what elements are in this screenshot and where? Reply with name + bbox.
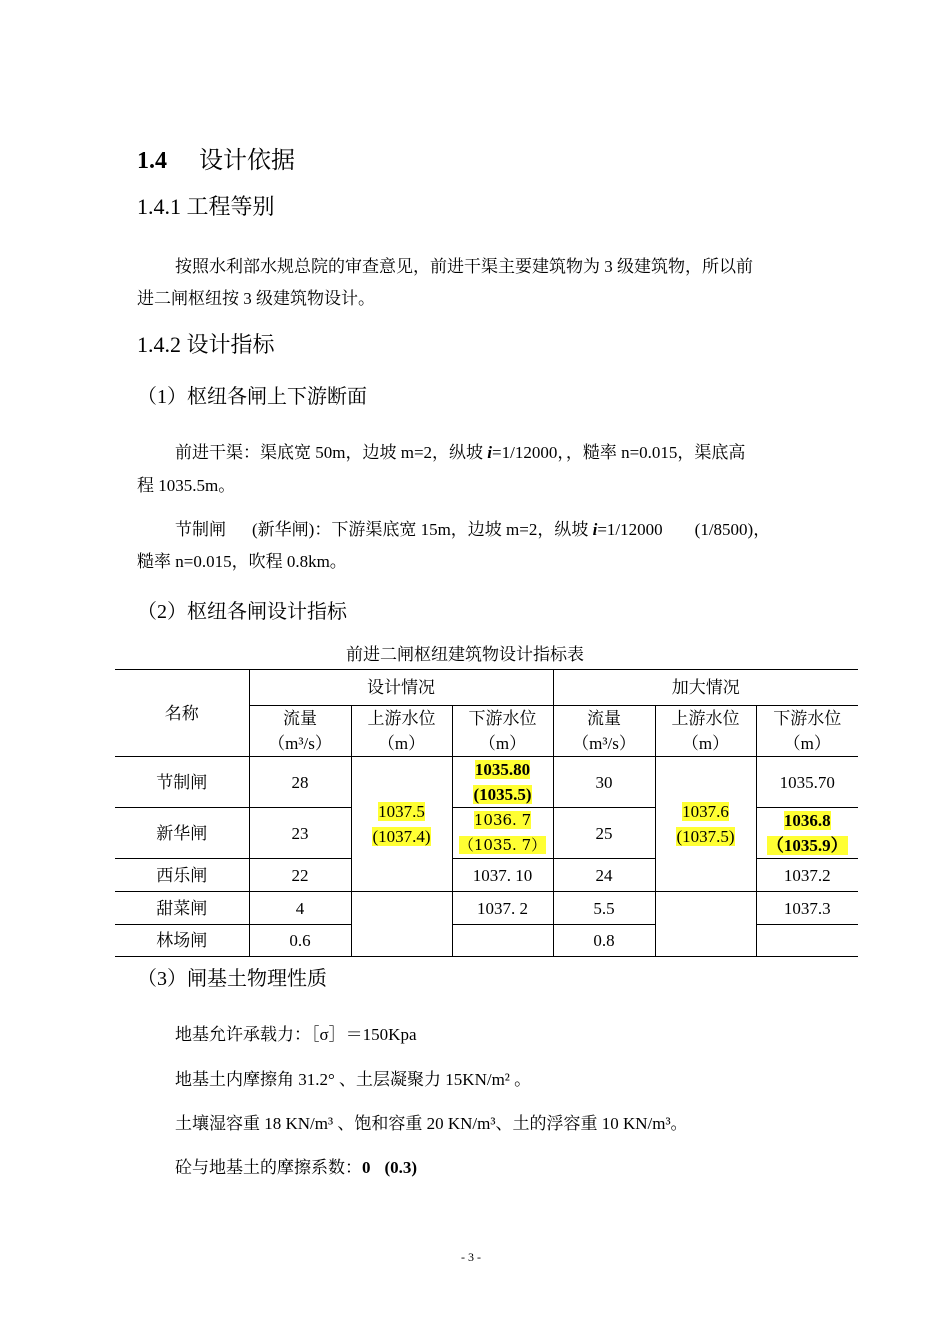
text-run: =1/12000，，糙率 n=0.015，渠底高 bbox=[492, 443, 746, 462]
section-title: 设计依据 bbox=[199, 148, 295, 174]
text-run: 前进干渠：渠底宽 50m，边坡 m=2，纵坡 bbox=[175, 443, 488, 462]
header-downstream-level: 下游水位 （m） bbox=[756, 706, 858, 757]
paragraph-line: 进二闸枢纽按 3 级建筑物设计。 bbox=[137, 289, 375, 308]
gate-name: 西乐闸 bbox=[115, 859, 249, 892]
soil-property-line: 地基允许承载力：［σ］＝150Kpa bbox=[175, 1025, 417, 1044]
downstream-cell: 1037. 2 bbox=[452, 892, 553, 925]
gate-name: 林场闸 bbox=[115, 925, 249, 957]
friction-value: 0 bbox=[362, 1158, 371, 1177]
slope-symbol: i bbox=[592, 520, 598, 539]
header-enlarged-group: 加大情况 bbox=[553, 670, 858, 706]
subsection-heading: （1）枢纽各闸上下游断面 bbox=[137, 386, 367, 408]
soil-property-line: 土壤湿容重 18 KN/m³ 、饱和容重 20 KN/m³、土的浮容重 10 KN/m³。 bbox=[175, 1114, 688, 1133]
flow-cell: 0.8 bbox=[553, 925, 655, 957]
paragraph-line: 程 1035.5m。 bbox=[137, 476, 236, 495]
header-upstream-level: 上游水位 （m） bbox=[655, 706, 756, 757]
downstream-cell: 1037.2 bbox=[756, 859, 858, 892]
flow-cell: 5.5 bbox=[553, 892, 655, 925]
text-run: 节制闸 bbox=[175, 520, 226, 539]
flow-cell: 4 bbox=[249, 892, 351, 925]
design-upstream-merged: 1037.5 (1037.4) bbox=[351, 757, 452, 892]
section-heading-1-4-2: 1.4.2 设计指标 bbox=[137, 332, 275, 357]
page-number: - 3 - bbox=[461, 1250, 481, 1264]
header-name: 名称 bbox=[115, 670, 249, 757]
text-run: =1/12000 bbox=[597, 520, 663, 539]
gate-name: 节制闸 bbox=[115, 757, 249, 808]
downstream-cell: 1035.80 (1035.5) bbox=[452, 757, 553, 808]
flow-cell: 22 bbox=[249, 859, 351, 892]
header-design-group: 设计情况 bbox=[249, 670, 553, 706]
paragraph-line: 糙率 n=0.015，吹程 0.8km。 bbox=[137, 552, 347, 571]
section-heading-1-4-1: 1.4.1 工程等别 bbox=[137, 194, 275, 219]
downstream-cell: 1037. 10 bbox=[452, 859, 553, 892]
flow-cell: 24 bbox=[553, 859, 655, 892]
downstream-cell bbox=[452, 925, 553, 957]
header-flow: 流量 （m³/s） bbox=[553, 706, 655, 757]
paragraph-line: 按照水利部水规总院的审查意见，前进干渠主要建筑物为 3 级建筑物，所以前 bbox=[175, 257, 753, 276]
section-number: 1.4 bbox=[137, 148, 167, 174]
header-flow: 流量 （m³/s） bbox=[249, 706, 351, 757]
text-run: 砼与地基土的摩擦系数： bbox=[175, 1158, 362, 1177]
downstream-cell: 1035.70 bbox=[756, 757, 858, 808]
header-downstream-level: 下游水位 （m） bbox=[452, 706, 553, 757]
enlarged-upstream-merged: 1037.6 (1037.5) bbox=[655, 757, 756, 892]
paragraph-line bbox=[175, 513, 770, 547]
downstream-cell bbox=[756, 925, 858, 957]
slope-symbol: i bbox=[487, 443, 493, 462]
gate-name: 新华闸 bbox=[115, 808, 249, 859]
paragraph-line bbox=[175, 436, 745, 470]
downstream-cell: 1036.8 （1035.9） bbox=[756, 808, 858, 859]
flow-cell: 23 bbox=[249, 808, 351, 859]
header-upstream-level: 上游水位 （m） bbox=[351, 706, 452, 757]
downstream-cell: 1037.3 bbox=[756, 892, 858, 925]
section-heading-1-4 bbox=[137, 140, 295, 175]
flow-cell: 25 bbox=[553, 808, 655, 859]
table-row bbox=[115, 892, 858, 925]
enlarged-upstream-empty bbox=[655, 892, 756, 957]
soil-property-line: 地基土内摩擦角 31.2° 、土层凝聚力 15KN/m² 。 bbox=[175, 1070, 532, 1089]
subsection-heading: （3）闸基土物理性质 bbox=[137, 968, 327, 990]
table-caption: 前进二闸枢纽建筑物设计指标表 bbox=[346, 645, 584, 664]
flow-cell: 30 bbox=[553, 757, 655, 808]
flow-cell: 0.6 bbox=[249, 925, 351, 957]
text-run: (新华闸)：下游渠底宽 15m，边坡 m=2，纵坡 bbox=[252, 520, 593, 539]
gate-name: 甜菜闸 bbox=[115, 892, 249, 925]
downstream-cell: 1036. 7 （1035. 7） bbox=[452, 808, 553, 859]
flow-cell: 28 bbox=[249, 757, 351, 808]
design-index-table bbox=[115, 669, 858, 957]
text-run: (1/8500)， bbox=[694, 520, 771, 539]
friction-alt-value: (0.3) bbox=[384, 1158, 418, 1177]
soil-property-line bbox=[175, 1151, 417, 1185]
table-row bbox=[115, 757, 858, 808]
design-upstream-empty bbox=[351, 892, 452, 957]
subsection-heading: （2）枢纽各闸设计指标 bbox=[137, 601, 347, 623]
